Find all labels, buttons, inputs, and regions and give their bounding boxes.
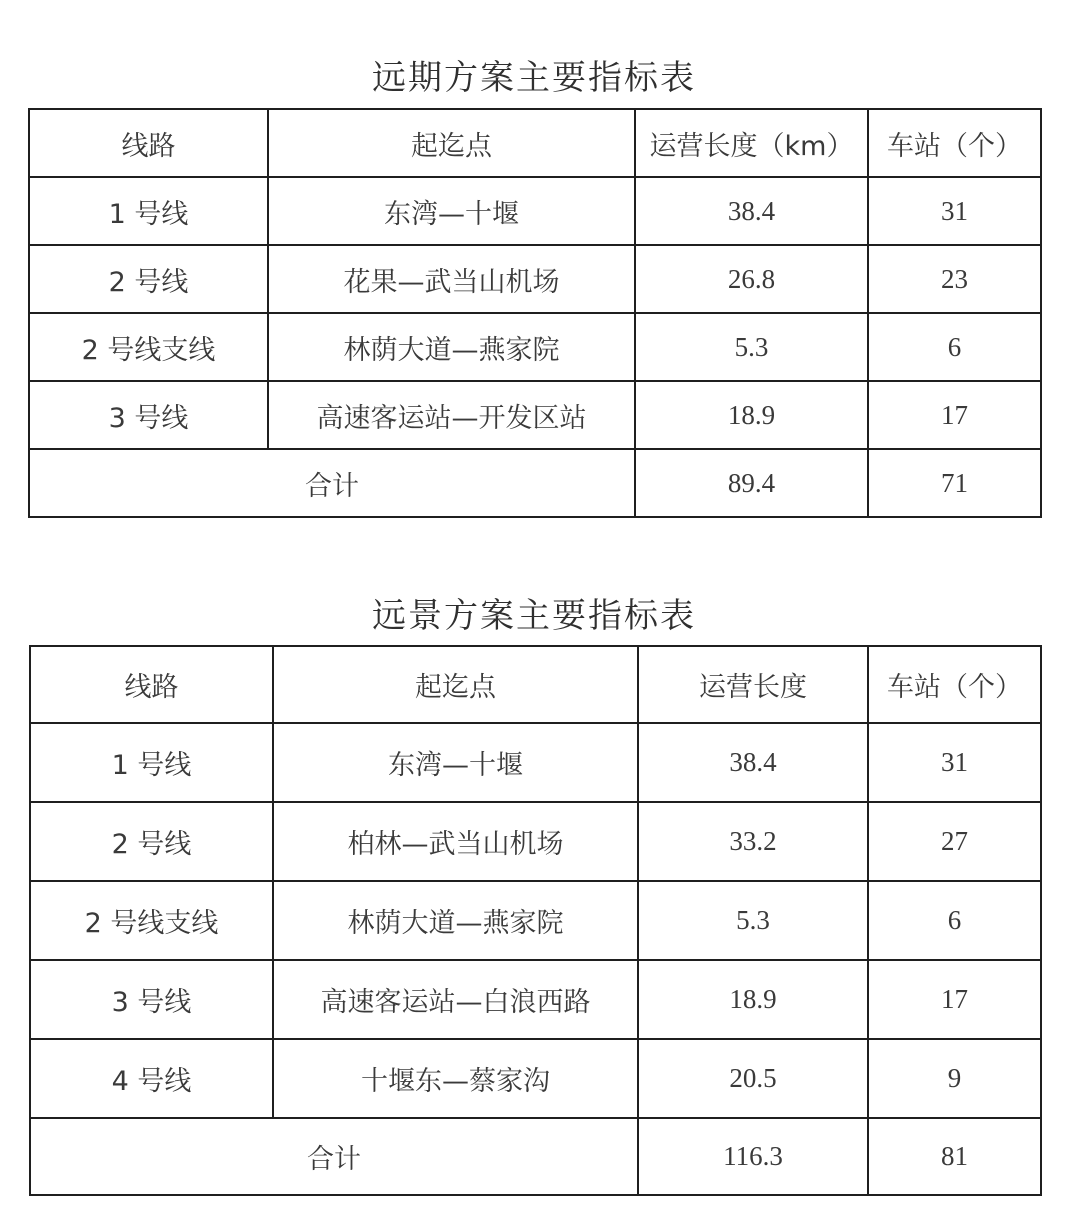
cell-line: 2 号线 — [29, 245, 268, 313]
near-term-metrics-table — [28, 108, 1042, 518]
cell-stations: 6 — [868, 881, 1041, 960]
table-total-row — [29, 449, 1041, 517]
header-line: 线路 — [29, 109, 268, 177]
cell-line: 2 号线 — [30, 802, 273, 881]
cell-endpoints: 林荫大道—燕家院 — [273, 881, 638, 960]
cell-stations: 9 — [868, 1039, 1041, 1118]
cell-stations: 17 — [868, 381, 1041, 449]
cell-stations: 6 — [868, 313, 1041, 381]
total-label: 合计 — [29, 449, 635, 517]
header-stations: 车站（个） — [868, 109, 1041, 177]
cell-line: 3 号线 — [29, 381, 268, 449]
table-row — [29, 313, 1041, 381]
cell-endpoints: 花果—武当山机场 — [268, 245, 635, 313]
long-term-metrics-table — [29, 645, 1042, 1196]
cell-length: 20.5 — [638, 1039, 868, 1118]
cell-length: 18.9 — [638, 960, 868, 1039]
cell-length: 38.4 — [638, 723, 868, 802]
header-length: 运营长度（km） — [635, 109, 868, 177]
near-term-table-title: 远期方案主要指标表 — [372, 58, 696, 98]
cell-endpoints: 东湾—十堰 — [273, 723, 638, 802]
cell-length: 18.9 — [635, 381, 868, 449]
long-term-table-title: 远景方案主要指标表 — [372, 596, 696, 636]
cell-endpoints: 林荫大道—燕家院 — [268, 313, 635, 381]
table-row — [30, 802, 1041, 881]
cell-endpoints: 十堰东—蔡家沟 — [273, 1039, 638, 1118]
total-length: 116.3 — [638, 1118, 868, 1195]
cell-length: 5.3 — [638, 881, 868, 960]
cell-length: 33.2 — [638, 802, 868, 881]
total-stations: 71 — [868, 449, 1041, 517]
header-stations: 车站（个） — [868, 646, 1041, 723]
total-label: 合计 — [30, 1118, 638, 1195]
table-header-row — [29, 109, 1041, 177]
table-row — [29, 245, 1041, 313]
total-stations: 81 — [868, 1118, 1041, 1195]
cell-line: 2 号线支线 — [30, 881, 273, 960]
cell-length: 38.4 — [635, 177, 868, 245]
cell-endpoints: 高速客运站—开发区站 — [268, 381, 635, 449]
table-row — [30, 723, 1041, 802]
header-line: 线路 — [30, 646, 273, 723]
cell-endpoints: 高速客运站—白浪西路 — [273, 960, 638, 1039]
table-row — [30, 1039, 1041, 1118]
cell-length: 5.3 — [635, 313, 868, 381]
cell-stations: 17 — [868, 960, 1041, 1039]
table-total-row — [30, 1118, 1041, 1195]
cell-stations: 27 — [868, 802, 1041, 881]
cell-endpoints: 柏林—武当山机场 — [273, 802, 638, 881]
table-row — [30, 960, 1041, 1039]
cell-length: 26.8 — [635, 245, 868, 313]
cell-line: 4 号线 — [30, 1039, 273, 1118]
header-length: 运营长度 — [638, 646, 868, 723]
table-header-row — [30, 646, 1041, 723]
table-row — [30, 881, 1041, 960]
cell-line: 2 号线支线 — [29, 313, 268, 381]
cell-endpoints: 东湾—十堰 — [268, 177, 635, 245]
cell-line: 1 号线 — [30, 723, 273, 802]
cell-stations: 31 — [868, 177, 1041, 245]
cell-stations: 31 — [868, 723, 1041, 802]
cell-line: 1 号线 — [29, 177, 268, 245]
header-endpoints: 起迄点 — [268, 109, 635, 177]
table-row — [29, 381, 1041, 449]
header-endpoints: 起迄点 — [273, 646, 638, 723]
total-length: 89.4 — [635, 449, 868, 517]
table-row — [29, 177, 1041, 245]
cell-stations: 23 — [868, 245, 1041, 313]
cell-line: 3 号线 — [30, 960, 273, 1039]
